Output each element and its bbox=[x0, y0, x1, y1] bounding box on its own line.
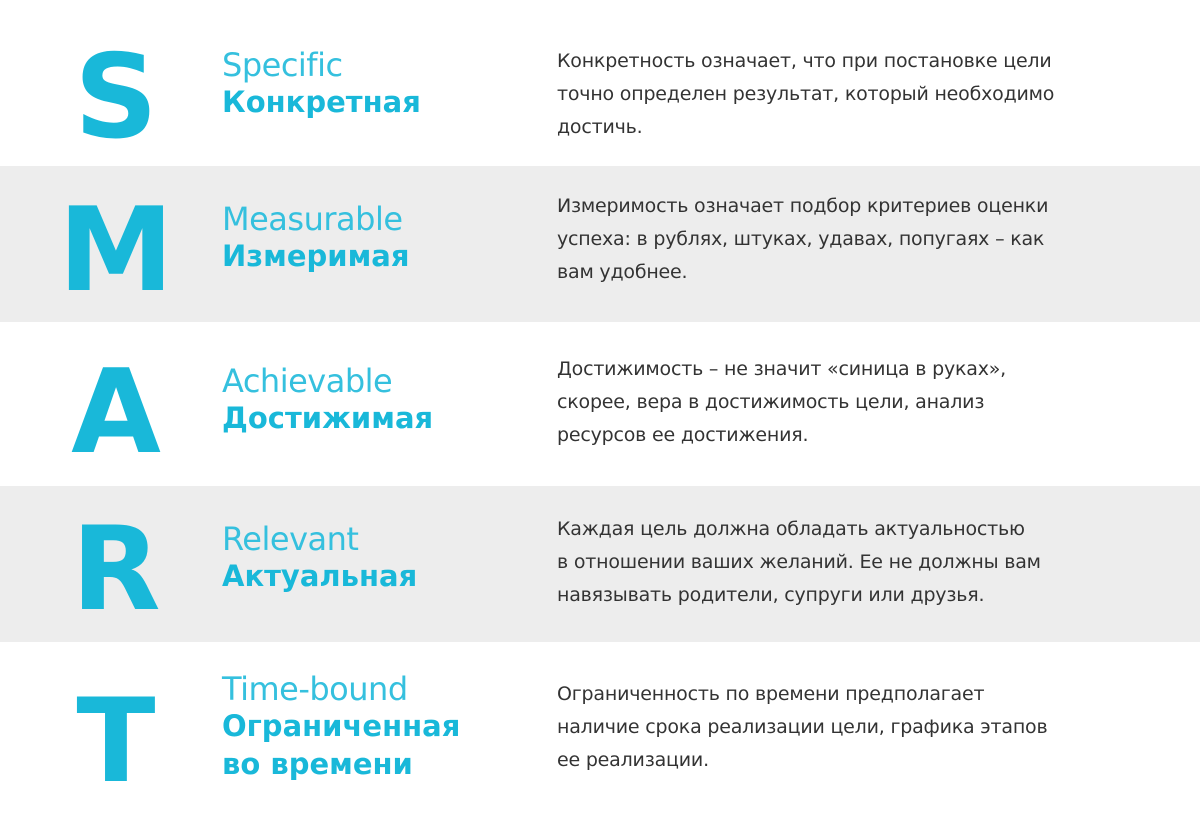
description-line: навязывать родители, супруги или друзья. bbox=[557, 584, 985, 606]
description-line: Конкретность означает, что при постановке цели bbox=[557, 50, 1052, 72]
description-line: Измеримость означает подбор критериев оценки bbox=[557, 195, 1049, 217]
term-ru-label: Измеримая bbox=[222, 239, 410, 273]
term-en-label: Measurable bbox=[222, 200, 403, 238]
letter-m: M bbox=[58, 183, 174, 318]
term-ru-label: Конкретная bbox=[222, 85, 421, 119]
description-line: Ограниченность по времени предполагает bbox=[557, 683, 985, 705]
term-specific bbox=[222, 47, 421, 121]
description-measurable bbox=[557, 190, 1177, 289]
description-line: наличие срока реализации цели, графика этапов bbox=[557, 716, 1048, 738]
term-relevant bbox=[222, 521, 417, 595]
letter-r: R bbox=[71, 502, 161, 637]
description-line: Каждая цель должна обладать актуальностью bbox=[557, 518, 1025, 540]
term-ru-label: Ограниченная bbox=[222, 709, 461, 743]
description-line: достичь. bbox=[557, 116, 643, 138]
description-achievable bbox=[557, 353, 1177, 452]
description-relevant bbox=[557, 513, 1177, 612]
term-en-label: Relevant bbox=[222, 520, 359, 558]
smart-row-achievable bbox=[0, 322, 1200, 486]
description-line: ее реализации. bbox=[557, 749, 709, 771]
description-line: успеха: в рублях, штуках, удавах, попугаях – как bbox=[557, 228, 1045, 250]
term-ru-label: Актуальная bbox=[222, 559, 418, 593]
description-line: в отношении ваших желаний. Ее не должны вам bbox=[557, 551, 1041, 573]
description-line: вам удобнее. bbox=[557, 261, 688, 283]
letter-a: A bbox=[71, 345, 161, 480]
term-en-label: Specific bbox=[222, 46, 343, 84]
smart-row-specific bbox=[0, 0, 1200, 166]
description-specific bbox=[557, 45, 1177, 144]
description-line: скорее, вера в достижимость цели, анализ bbox=[557, 391, 985, 413]
term-en-label: Achievable bbox=[222, 362, 393, 400]
letter-s: S bbox=[74, 30, 158, 165]
term-measurable bbox=[222, 201, 409, 275]
description-line: точно определен результат, который необходимо bbox=[557, 83, 1055, 105]
term-achievable bbox=[222, 363, 433, 437]
smart-row-measurable bbox=[0, 166, 1200, 322]
term-ru-label: Достижимая bbox=[222, 401, 434, 435]
letter-t: T bbox=[76, 674, 156, 809]
term-time-bound bbox=[222, 671, 460, 783]
description-time-bound bbox=[557, 678, 1177, 777]
term-ru-label-line-2: во времени bbox=[222, 747, 413, 781]
description-line: Достижимость – не значит «синица в руках», bbox=[557, 358, 1007, 380]
smart-row-relevant bbox=[0, 486, 1200, 642]
description-line: ресурсов ее достижения. bbox=[557, 424, 809, 446]
smart-row-time-bound bbox=[0, 642, 1200, 824]
term-en-label: Time-bound bbox=[222, 670, 408, 708]
